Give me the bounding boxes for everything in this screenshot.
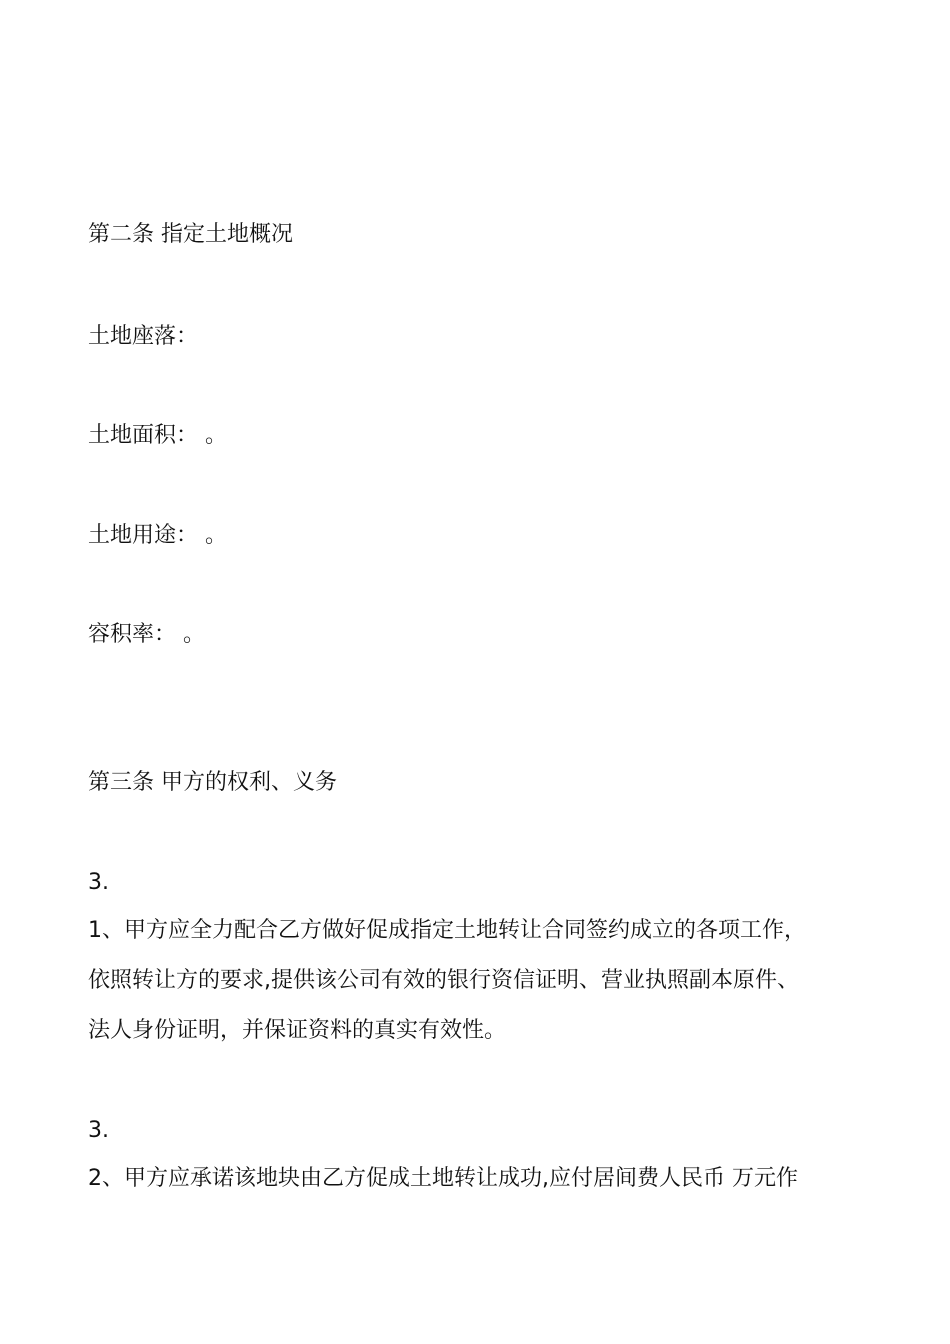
plot-ratio-field: 容积率： 。 [88, 622, 205, 647]
item-2-paragraph [88, 1164, 868, 1214]
item-1-line: 法人身份证明，并保证资料的真实有效性。 [88, 1018, 507, 1043]
land-usage-field: 土地用途： 。 [88, 523, 227, 548]
item-1-line: 1、甲方应全力配合乙方做好促成指定土地转让合同签约成立的各项工作， [88, 918, 806, 943]
land-area-field: 土地面积： 。 [88, 423, 227, 448]
article-2-heading: 第二条 指定土地概况 [88, 222, 293, 247]
item-1-line: 依照转让方的要求,提供该公司有效的银行资信证明、营业执照副本原件、 [88, 968, 799, 993]
item-1-number: 3. [88, 870, 109, 895]
item-2-line: 2、甲方应承诺该地块由乙方促成土地转让成功,应付居间费人民币 万元作 [88, 1166, 798, 1191]
land-location-field: 土地座落： [88, 324, 199, 349]
article-3-heading: 第三条 甲方的权利、义务 [88, 770, 337, 795]
item-2-number: 3. [88, 1118, 109, 1143]
item-1-paragraph [88, 916, 868, 1066]
